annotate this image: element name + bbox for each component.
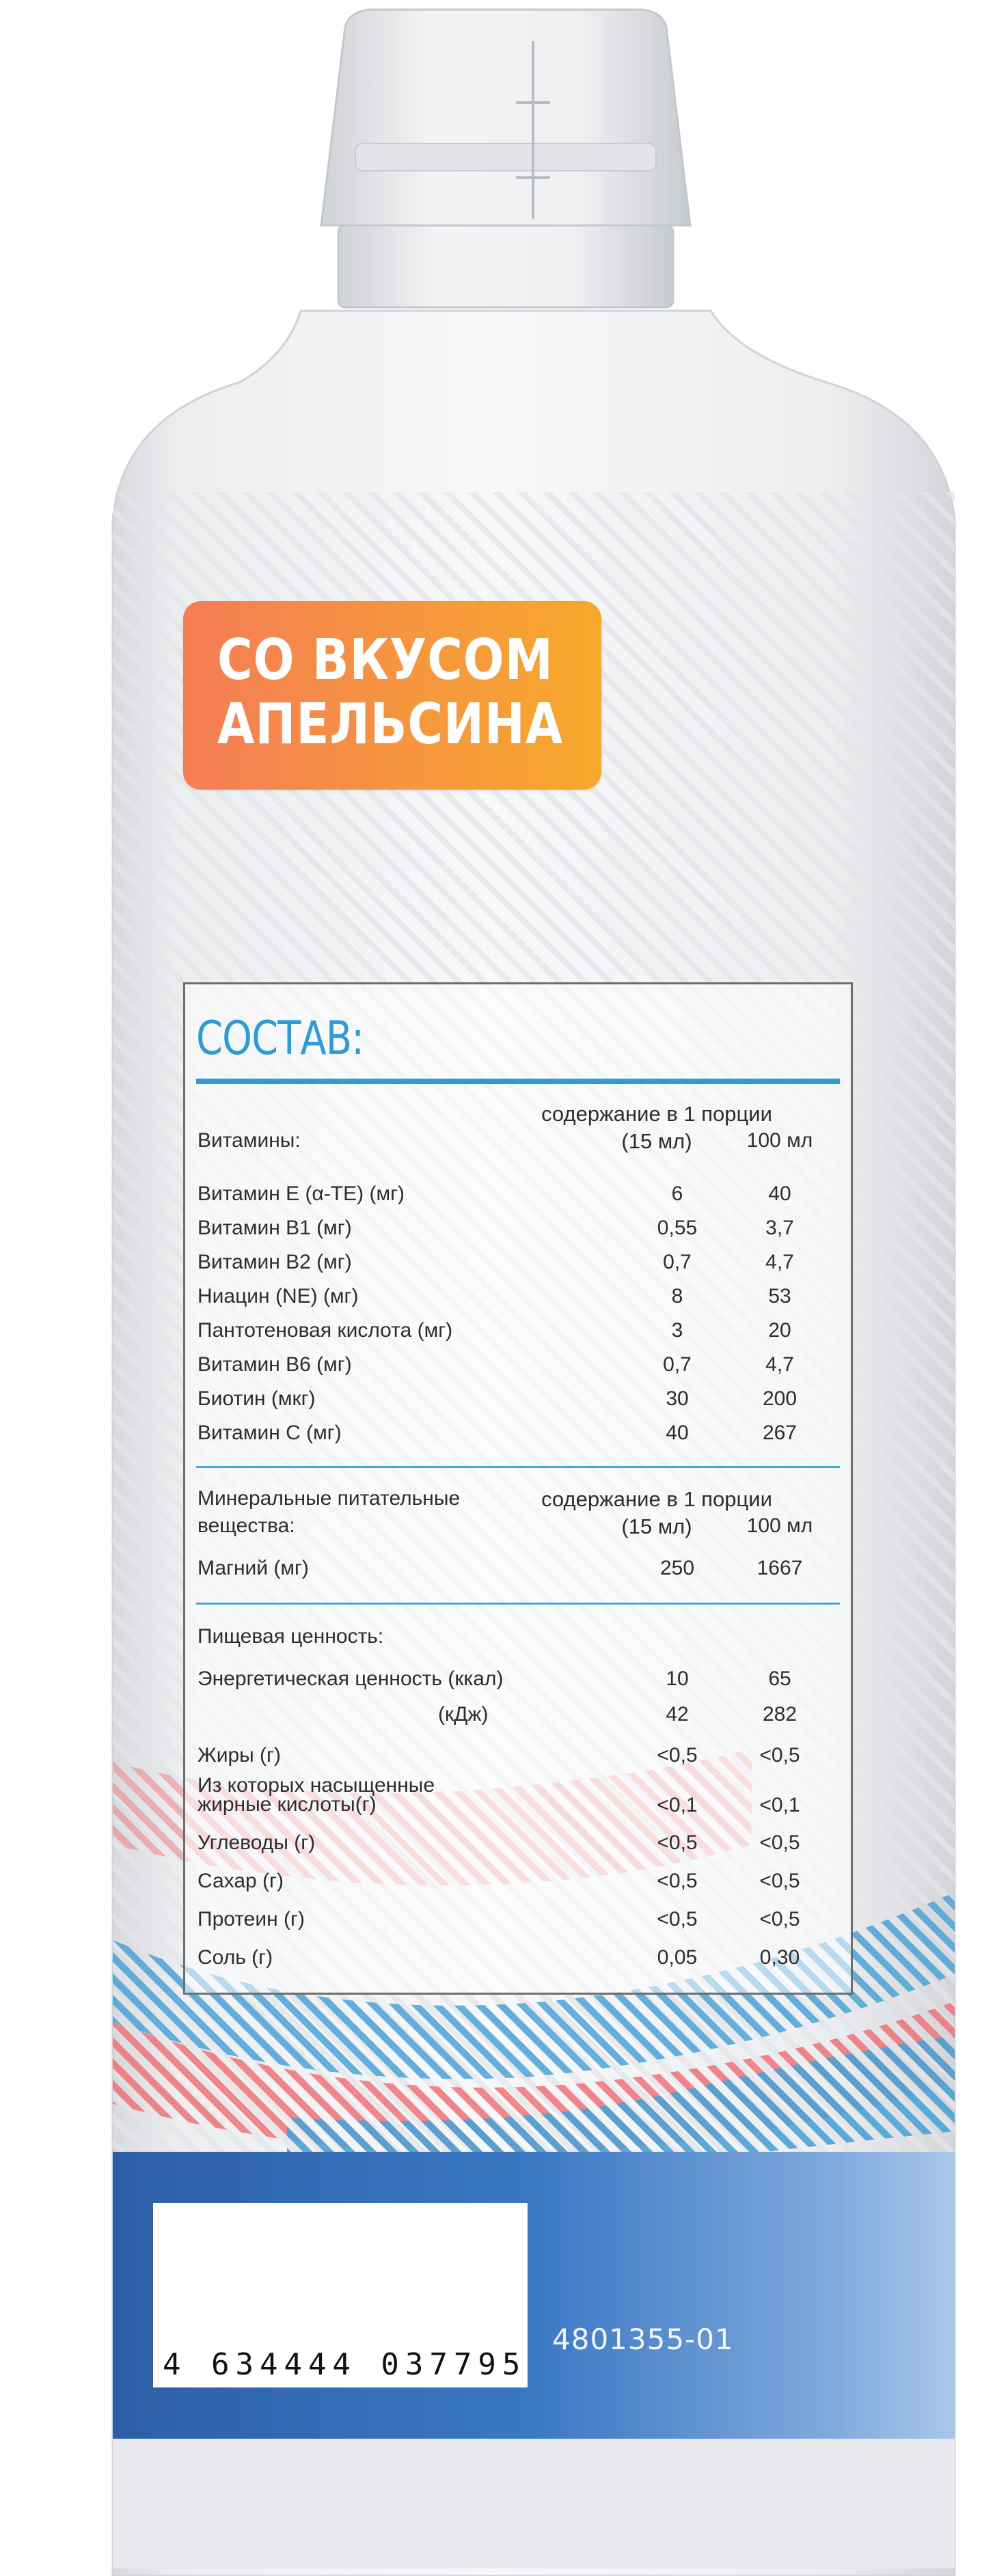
vitamin-per100: 4,7	[765, 1353, 794, 1376]
vitamin-per100: 20	[768, 1319, 791, 1342]
flavor-line-2: АПЕЛЬСИНА	[217, 692, 564, 757]
nutrition-per100: <0,5	[759, 1870, 800, 1892]
vitamin-name: Витамин В1 (мг)	[197, 1217, 352, 1239]
vitamin-name: Биотин (мкг)	[197, 1387, 316, 1410]
energy-per100-kj: 282	[762, 1703, 798, 1726]
vitamin-per100: 3,7	[765, 1217, 794, 1239]
nutrition-label: Пищевая ценность:	[197, 1625, 384, 1648]
portion-header-line2: (15 мл)	[621, 1129, 692, 1153]
vitamin-per100: 40	[768, 1182, 791, 1205]
composition-title: СОСТАВ:	[196, 1012, 364, 1066]
flavor-badge	[183, 601, 601, 790]
minerals-divider	[196, 1603, 840, 1605]
nutrition-name-line1: Из которых насыщенные	[197, 1774, 435, 1797]
nutrition-name-line2: жирные кислоты(г)	[197, 1793, 377, 1816]
vitamin-portion: 3	[671, 1319, 683, 1342]
nutrition-portion: <0,5	[657, 1831, 698, 1854]
energy-per100-kcal: 65	[768, 1667, 791, 1690]
nutrition-portion: 0,05	[657, 1946, 698, 1969]
vitamin-portion: 8	[671, 1285, 683, 1307]
title-divider	[196, 1079, 840, 1084]
vitamin-name: Витамин Е (α-ТЕ) (мг)	[197, 1182, 405, 1205]
nutrition-per100: <0,1	[759, 1794, 800, 1816]
vitamin-name: Пантотеновая кислота (мг)	[197, 1319, 453, 1342]
nutrition-portion: <0,5	[657, 1744, 698, 1767]
nutrition-name: Углеводы (г)	[197, 1831, 316, 1854]
nutrition-per100: <0,5	[759, 1744, 800, 1767]
nutrition-name: Протеин (г)	[197, 1908, 305, 1930]
mineral-portion: 250	[659, 1557, 695, 1579]
per100-header: 100 мл	[746, 1129, 813, 1152]
vitamin-per100: 267	[762, 1422, 798, 1444]
energy-portion-kj: 42	[666, 1703, 689, 1726]
nutrition-portion: <0,5	[657, 1870, 698, 1892]
vitamin-portion: 40	[666, 1422, 689, 1444]
vitamin-per100: 53	[768, 1285, 791, 1307]
minerals-label-line1: Минеральные питательные	[197, 1487, 461, 1510]
vitamins-label: Витамины:	[197, 1129, 301, 1152]
minerals-portion-header-line1: содержание в 1 порции	[541, 1487, 772, 1511]
nutrition-name: Сахар (г)	[197, 1870, 284, 1892]
vitamin-per100: 200	[762, 1387, 798, 1410]
nutrition-per100: 0,30	[759, 1946, 800, 1969]
vitamin-per100: 4,7	[765, 1251, 794, 1273]
minerals-per100-header: 100 мл	[746, 1514, 813, 1537]
nutrition-per100: <0,5	[759, 1908, 800, 1930]
composition-panel	[183, 982, 853, 1995]
energy-label: Энергетическая ценность (ккал)	[197, 1667, 504, 1690]
minerals-label-line2: вещества:	[197, 1514, 295, 1537]
product-code: 4801355-01	[552, 2323, 734, 2356]
vitamin-portion: 0,7	[663, 1251, 692, 1273]
nutrition-name: Жиры (г)	[197, 1744, 281, 1767]
vitamin-name: Витамин В6 (мг)	[197, 1353, 352, 1376]
vitamin-portion: 6	[671, 1182, 683, 1205]
energy-portion-kcal: 10	[666, 1667, 689, 1690]
vitamin-name: Витамин С (мг)	[197, 1422, 342, 1444]
vitamin-name: Витамин В2 (мг)	[197, 1251, 352, 1273]
nutrition-name: Соль (г)	[197, 1946, 273, 1969]
vitamin-portion: 0,55	[657, 1217, 698, 1239]
barcode-label	[153, 2203, 528, 2387]
vitamin-portion: 0,7	[663, 1353, 692, 1376]
nutrition-portion: <0,5	[657, 1908, 698, 1930]
barcode-digits: 4 634444 037795	[163, 2347, 527, 2382]
vitamins-divider	[196, 1466, 840, 1468]
nutrition-portion: <0,1	[657, 1794, 698, 1816]
mineral-name: Магний (мг)	[197, 1557, 309, 1579]
vitamin-name: Ниацин (NE) (мг)	[197, 1285, 359, 1307]
energy-kj-label: (кДж)	[438, 1703, 489, 1726]
portion-header-line1: содержание в 1 порции	[541, 1102, 772, 1126]
nutrition-per100: <0,5	[759, 1831, 800, 1854]
flavor-line-1: СО ВКУСОМ	[217, 628, 554, 693]
minerals-portion-header-line2: (15 мл)	[621, 1514, 692, 1538]
mineral-per100: 1667	[757, 1557, 803, 1579]
vitamin-portion: 30	[666, 1387, 689, 1410]
